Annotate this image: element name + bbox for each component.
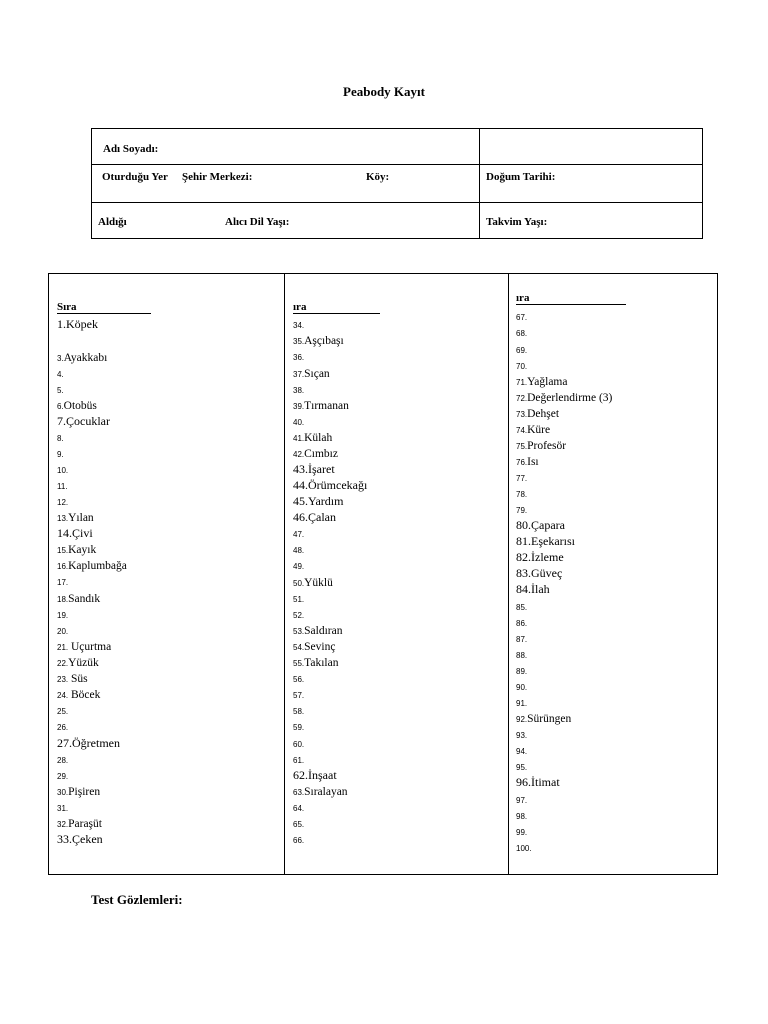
list-item: [57, 799, 68, 815]
list-item: [57, 413, 110, 429]
item-word: Tırmanan: [304, 400, 349, 412]
item-number: 23.: [57, 675, 69, 684]
list-item: [293, 767, 337, 783]
item-word: Çalan: [308, 510, 336, 524]
item-number: 34.: [293, 321, 305, 330]
item-number: 91.: [516, 699, 528, 708]
list-item: [293, 751, 304, 767]
list-item: [293, 718, 304, 734]
item-number: 100.: [516, 844, 532, 853]
item-word: Saldıran: [304, 625, 343, 637]
list-item: [293, 783, 348, 799]
item-number: 95.: [516, 763, 528, 772]
item-number: 52.: [293, 611, 305, 620]
item-number: 69.: [516, 346, 528, 355]
item-number: 19.: [57, 611, 69, 620]
column-header: Sıra: [57, 301, 151, 314]
column-header: ıra: [293, 301, 380, 314]
item-number: 81.: [516, 534, 531, 548]
item-word: Külah: [304, 432, 333, 444]
item-number: 43.: [293, 462, 308, 476]
item-number: 15.: [57, 546, 69, 555]
list-item: [516, 774, 560, 790]
item-number: 29.: [57, 772, 69, 781]
item-number: 41.: [293, 434, 305, 443]
list-item: [293, 831, 304, 847]
list-item: [516, 710, 571, 726]
item-number: 97.: [516, 796, 528, 805]
item-word: Güveç: [531, 566, 563, 580]
list-item: [293, 606, 304, 622]
item-number: 57.: [293, 691, 305, 700]
village-label: Köy:: [366, 171, 390, 183]
list-item: [516, 324, 527, 340]
list-item: [57, 622, 68, 638]
list-item: [293, 557, 304, 573]
list-item: [293, 815, 304, 831]
item-number: 36.: [293, 353, 305, 362]
item-number: 83.: [516, 566, 531, 580]
item-number: 37.: [293, 370, 305, 379]
item-number: 66.: [293, 836, 305, 845]
item-number: 90.: [516, 683, 528, 692]
list-item: [293, 574, 333, 590]
list-item: [293, 622, 342, 638]
test-observations-label: Test Gözlemleri:: [91, 892, 183, 907]
list-item: [516, 533, 575, 549]
calendar-age-cell[interactable]: [480, 203, 703, 239]
item-number: 88.: [516, 651, 528, 660]
item-word: İşaret: [308, 462, 335, 476]
item-number: 49.: [293, 562, 305, 571]
item-number: 59.: [293, 723, 305, 732]
item-word: Böcek: [68, 689, 101, 701]
item-number: 77.: [516, 474, 528, 483]
word-list-box: [48, 273, 718, 875]
item-number: 4.: [57, 370, 64, 379]
list-item: [516, 791, 527, 807]
list-item: [57, 751, 68, 767]
list-item: [57, 573, 68, 589]
item-word: Sıralayan: [304, 786, 348, 798]
list-item: [293, 525, 304, 541]
item-number: 5.: [57, 386, 64, 395]
item-number: 73.: [516, 410, 528, 419]
item-number: 72.: [516, 394, 528, 403]
list-item: [516, 758, 527, 774]
list-item: [57, 477, 68, 493]
list-item: [516, 662, 527, 678]
item-word: Kaplumbağa: [68, 560, 127, 572]
item-number: 51.: [293, 595, 305, 604]
item-number: 26.: [57, 723, 69, 732]
item-number: 94.: [516, 747, 528, 756]
item-number: 48.: [293, 546, 305, 555]
list-item: [516, 373, 567, 389]
list-item: [516, 742, 527, 758]
item-number: 9.: [57, 450, 64, 459]
item-word: Süs: [68, 673, 88, 685]
item-word: Takılan: [304, 657, 339, 669]
list-item: [293, 332, 344, 348]
list-item: [57, 670, 88, 686]
item-word: İnşaat: [308, 768, 337, 782]
list-item: [57, 557, 127, 573]
item-word: Çivi: [72, 526, 93, 540]
list-item: [516, 807, 527, 823]
item-number: 7.: [57, 414, 66, 428]
received-cell[interactable]: [92, 203, 480, 239]
item-number: 62.: [293, 768, 308, 782]
list-item: [57, 735, 120, 751]
item-number: 64.: [293, 804, 305, 813]
list-item: [293, 365, 330, 381]
item-word: Sandık: [68, 593, 101, 605]
item-number: 47.: [293, 530, 305, 539]
list-item: [293, 670, 304, 686]
receptive-language-age-label: Alıcı Dil Yaşı:: [225, 216, 290, 228]
list-item: [516, 678, 527, 694]
list-item: [57, 815, 102, 831]
list-item: [516, 565, 562, 581]
item-number: 17.: [57, 578, 69, 587]
column-divider: [508, 273, 509, 875]
item-number: 68.: [516, 329, 528, 338]
item-number: 89.: [516, 667, 528, 676]
item-number: 60.: [293, 740, 305, 749]
item-number: 67.: [516, 313, 528, 322]
item-number: 45.: [293, 494, 308, 508]
item-number: 21.: [57, 643, 69, 652]
list-item: [293, 541, 304, 557]
item-number: 20.: [57, 627, 69, 636]
item-number: 74.: [516, 426, 528, 435]
list-item: [57, 718, 68, 734]
item-number: 32.: [57, 820, 69, 829]
item-word: Çeken: [72, 832, 103, 846]
item-word: İtimat: [531, 775, 560, 789]
list-item: [516, 357, 527, 373]
list-item: [57, 590, 100, 606]
list-item: [57, 429, 64, 445]
item-word: Cımbız: [304, 448, 338, 460]
item-number: 56.: [293, 675, 305, 684]
item-number: 8.: [57, 434, 64, 443]
list-item: [57, 397, 97, 413]
column-divider: [284, 273, 285, 875]
item-word: Köpek: [66, 317, 98, 331]
item-number: 80.: [516, 518, 531, 532]
item-number: 33.: [57, 832, 72, 846]
column-header: ıra: [516, 292, 626, 305]
item-word: Profesör: [527, 440, 567, 452]
item-number: 27.: [57, 736, 72, 750]
item-number: 11.: [57, 482, 68, 491]
list-item: [293, 702, 304, 718]
item-number: 6.: [57, 402, 64, 411]
birth-date-cell[interactable]: [480, 165, 703, 203]
list-item: [57, 509, 94, 525]
item-number: 42.: [293, 450, 305, 459]
list-item: [293, 686, 304, 702]
item-number: 24.: [57, 691, 69, 700]
item-word: Eşekarısı: [531, 534, 575, 548]
item-word: Çapara: [531, 518, 565, 532]
list-item: [516, 341, 527, 357]
received-label: Aldığı: [98, 216, 127, 228]
item-word: Öğretmen: [72, 736, 120, 750]
item-word: Yardım: [308, 494, 344, 508]
list-item: [293, 348, 304, 364]
item-number: 85.: [516, 603, 528, 612]
item-number: 79.: [516, 506, 528, 515]
item-number: 78.: [516, 490, 528, 499]
list-item: [516, 405, 559, 421]
item-number: 58.: [293, 707, 305, 716]
item-number: 87.: [516, 635, 528, 644]
item-number: 3.: [57, 354, 64, 363]
list-item: [516, 308, 527, 324]
item-word: Değerlendirme (3): [527, 392, 613, 404]
item-number: 65.: [293, 820, 305, 829]
list-item: [516, 517, 565, 533]
list-item: [57, 783, 100, 799]
item-word: Isı: [527, 456, 539, 468]
item-number: 53.: [293, 627, 305, 636]
item-number: 18.: [57, 595, 69, 604]
list-item: [57, 461, 68, 477]
list-item: [516, 389, 612, 405]
calendar-age-label: Takvim Yaşı:: [486, 216, 548, 228]
list-item: [293, 445, 338, 461]
item-word: Otobüs: [63, 400, 97, 412]
item-number: 46.: [293, 510, 308, 524]
item-number: 40.: [293, 418, 305, 427]
item-number: 13.: [57, 514, 69, 523]
list-item: [293, 316, 304, 332]
list-item: [293, 654, 338, 670]
list-item: [516, 501, 527, 517]
item-word: Yağlama: [527, 376, 568, 388]
residence-cell[interactable]: [92, 165, 480, 203]
item-number: 35.: [293, 337, 305, 346]
item-word: Örümcekağı: [308, 478, 368, 492]
list-item: [293, 493, 343, 509]
item-number: 86.: [516, 619, 528, 628]
item-number: 61.: [293, 756, 305, 765]
item-number: 76.: [516, 458, 528, 467]
list-item: [516, 549, 564, 565]
list-item: [57, 541, 96, 557]
item-number: 63.: [293, 788, 305, 797]
item-number: 99.: [516, 828, 528, 837]
list-item: [57, 365, 64, 381]
item-word: Kayık: [68, 544, 97, 556]
item-number: 92.: [516, 715, 528, 724]
list-item: [293, 735, 304, 751]
item-word: Dehşet: [527, 408, 560, 420]
item-word: Ayakkabı: [63, 352, 108, 364]
item-number: 38.: [293, 386, 305, 395]
item-word: Sıçan: [304, 368, 330, 380]
list-item: [516, 726, 527, 742]
list-item: [57, 638, 111, 654]
item-number: 16.: [57, 562, 69, 571]
item-number: 1.: [57, 317, 66, 331]
item-number: 39.: [293, 402, 305, 411]
item-word: Yüklü: [304, 577, 333, 589]
list-item: [57, 702, 68, 718]
birth-date-label: Doğum Tarihi:: [486, 171, 556, 183]
list-item: [57, 606, 68, 622]
list-item: [516, 453, 539, 469]
item-number: 55.: [293, 659, 305, 668]
item-number: 93.: [516, 731, 528, 740]
item-number: 28.: [57, 756, 69, 765]
list-item: [516, 823, 527, 839]
list-item: [293, 509, 336, 525]
item-number: 84.: [516, 582, 531, 596]
item-word: Pişiren: [68, 786, 101, 798]
list-item: [57, 349, 107, 365]
list-item: [57, 493, 68, 509]
list-item: [516, 646, 527, 662]
list-item: [516, 437, 566, 453]
list-item: [57, 525, 93, 541]
list-item: [516, 630, 527, 646]
item-number: 30.: [57, 788, 69, 797]
item-number: 10.: [57, 466, 69, 475]
item-number: 31.: [57, 804, 69, 813]
info-table: [91, 128, 703, 239]
item-word: Küre: [527, 424, 551, 436]
list-item: [516, 581, 550, 597]
item-word: İzleme: [531, 550, 564, 564]
item-word: Yılan: [68, 512, 94, 524]
list-item: [57, 767, 68, 783]
list-item: [293, 397, 349, 413]
list-item: [516, 839, 532, 855]
list-item: [293, 413, 304, 429]
list-item: [293, 590, 304, 606]
item-word: Aşçıbaşı: [304, 335, 344, 347]
item-number: 25.: [57, 707, 69, 716]
item-number: 98.: [516, 812, 528, 821]
item-number: 44.: [293, 478, 308, 492]
list-item: [293, 429, 332, 445]
item-number: 14.: [57, 526, 72, 540]
item-number: 75.: [516, 442, 528, 451]
list-item: [57, 381, 64, 397]
list-item: [293, 477, 367, 493]
city-center-label: Şehir Merkezi:: [182, 171, 253, 183]
list-item: [57, 831, 103, 847]
item-number: 71.: [516, 378, 528, 387]
item-number: 82.: [516, 550, 531, 564]
item-number: 12.: [57, 498, 69, 507]
item-word: Paraşüt: [68, 818, 102, 830]
list-item: [516, 485, 527, 501]
list-item: [57, 316, 98, 332]
item-word: Sevinç: [304, 641, 336, 653]
list-item: [293, 381, 304, 397]
page-title: Peabody Kayıt: [343, 84, 425, 99]
item-number: 96.: [516, 775, 531, 789]
item-word: Yüzük: [68, 657, 99, 669]
list-item: [293, 461, 335, 477]
item-number: 22.: [57, 659, 69, 668]
list-item: [516, 421, 550, 437]
list-item: [516, 614, 527, 630]
list-item: [57, 686, 100, 702]
item-number: 70.: [516, 362, 528, 371]
list-item: [293, 799, 304, 815]
list-item: [57, 654, 99, 670]
list-item: [516, 694, 527, 710]
name-cell[interactable]: [92, 129, 480, 165]
item-word: İlah: [531, 582, 550, 596]
item-number: 50.: [293, 579, 305, 588]
name-extra-cell[interactable]: [480, 129, 703, 165]
item-word: Çocuklar: [66, 414, 110, 428]
list-item: [516, 469, 527, 485]
list-item: [57, 445, 64, 461]
item-number: 54.: [293, 643, 305, 652]
item-word: Uçurtma: [68, 641, 112, 653]
residence-label: Oturduğu Yer: [102, 171, 168, 183]
list-item: [293, 638, 335, 654]
item-word: Sürüngen: [527, 713, 572, 725]
list-item: [516, 598, 527, 614]
name-label: Adı Soyadı:: [103, 143, 159, 155]
